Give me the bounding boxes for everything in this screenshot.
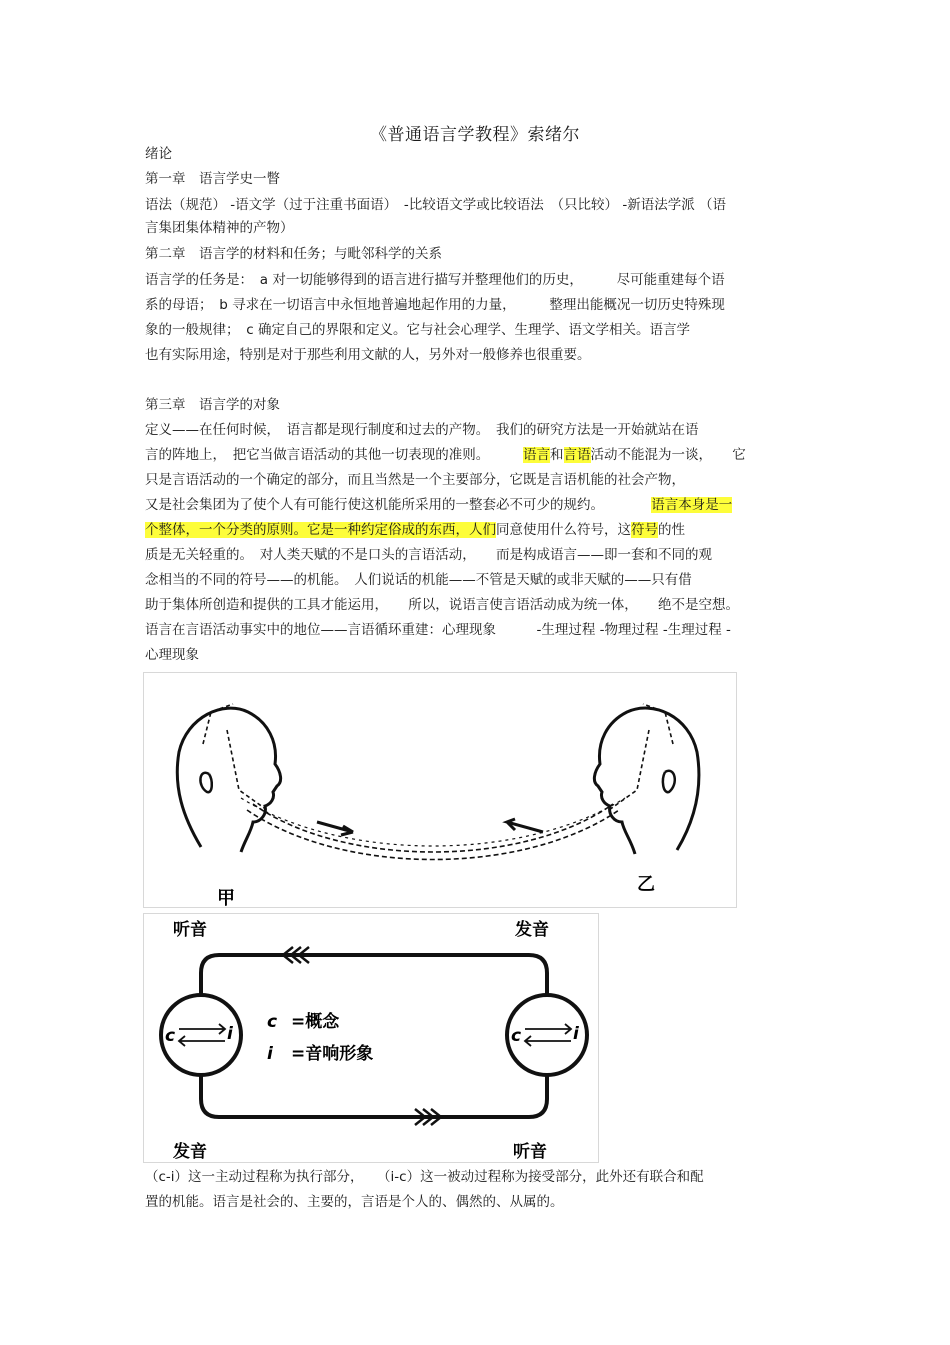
highlight-language: 语言 [523, 447, 550, 463]
top-right-label: 发音 [515, 920, 549, 940]
legend-c-text: =概念 [291, 1012, 340, 1032]
text-span: 活动不能混为一谈， 它 [590, 447, 746, 463]
speech-circuit-heads-figure [143, 672, 737, 908]
left-circle-i: i [227, 1024, 233, 1044]
chapter-2-heading: 第二章 语言学的材料和任务；与毗邻科学的关系 [145, 246, 442, 262]
speaker-b-label: 乙 [637, 874, 655, 895]
chapter-1-text-cont: 言集团集体精神的产物） [145, 220, 294, 236]
highlight-language-whole: 语言本身是一 [651, 497, 733, 513]
bottom-left-label: 发音 [173, 1142, 207, 1162]
chapter-2-text-2: 系的母语； b 寻求在一切语言中永恒地普遍地起作用的力量， 整理出能概况一切历史特殊现 [145, 297, 725, 313]
intro-heading: 绪论 [145, 146, 172, 162]
text-span: 同意使用什么符号，这 [496, 522, 631, 538]
legend-i-text: =音响形象 [291, 1044, 374, 1064]
chapter-1-text: 语法（规范） -语文学（过于注重书面语） -比较语文学或比较语法 （只比较） -新语法学派 （语 [145, 197, 726, 213]
chapter-3-text-6: 质是无关轻重的。 对人类天赋的不是口头的言语活动， 而是构成语言——即一套和不同的观 [145, 547, 712, 563]
chapter-2-text-1: 语言学的任务是： a 对一切能够得到的语言进行描写并整理他们的历史， 尽可能重建每个语 [145, 272, 725, 288]
chapter-3-text-3: 只是言语活动的一个确定的部分，而且当然是一个主要部分，它既是言语机能的社会产物， [145, 472, 685, 488]
chapter-3-text-9: 语言在言语活动事实中的地位——言语循环重建：心理现象 -生理过程 -物理过程 -生理过程 - [145, 622, 731, 638]
highlight-classification: 个整体，一个分类的原则。它是一种约定俗成的东西，人们 [145, 522, 496, 538]
text-span: 又是社会集团为了使个人有可能行使这机能所采用的一整套必不可少的规约。 [145, 497, 652, 513]
right-circle-i: i [573, 1024, 579, 1044]
chapter-3-text-5 [145, 521, 685, 539]
text-span: 言的阵地上， 把它当做言语活动的其他一切表现的准则。 [145, 447, 523, 463]
chapter-2-text-4: 也有实际用途，特别是对于那些利用文献的人，另外对一般修养也很重要。 [145, 347, 591, 363]
chapter-3-text-7: 念相当的不同的符号——的机能。 人们说话的机能——不管是天赋的或非天赋的——只有借 [145, 572, 692, 588]
highlight-speech: 言语 [563, 447, 591, 463]
chapter-3-heading: 第三章 语言学的对象 [145, 397, 280, 413]
document-title: 《普通语言学教程》索绪尔 [370, 125, 580, 145]
speech-circuit-diagram [143, 913, 599, 1163]
bottom-right-label: 听音 [513, 1142, 547, 1162]
text-span: 和 [550, 447, 564, 463]
legend-i-symbol: i [267, 1044, 273, 1064]
chapter-3-text-8: 助于集体所创造和提供的工具才能运用， 所以，说语言使言语活动成为统一体， 绝不是空想。 [145, 597, 739, 613]
chapter-3-text-4 [145, 496, 732, 514]
summary-text-2: 置的机能。语言是社会的、主要的，言语是个人的、偶然的、从属的。 [145, 1194, 564, 1210]
text-span: 的性 [658, 522, 685, 538]
highlight-sign: 符号 [631, 522, 658, 538]
speaker-a-label: 甲 [217, 888, 235, 908]
chapter-3-text-10: 心理现象 [145, 647, 199, 663]
chapter-3-text-2 [145, 446, 746, 464]
chapter-3-text-1: 定义——在任何时候， 语言都是现行制度和过去的产物。 我们的研究方法是一开始就站在语 [145, 422, 699, 438]
left-circle-c: c [165, 1026, 176, 1046]
summary-text-1: （c-i）这一主动过程称为执行部分， （i-c）这一被动过程称为接受部分，此外还有联合和配 [145, 1169, 704, 1185]
chapter-2-text-3: 象的一般规律； c 确定自己的界限和定义。它与社会心理学、生理学、语文学相关。语言学 [145, 322, 690, 338]
legend-c-symbol: c [267, 1012, 278, 1032]
top-left-label: 听音 [173, 920, 207, 940]
chapter-1-heading: 第一章 语言学史一瞥 [145, 171, 280, 187]
right-circle-c: c [511, 1026, 522, 1046]
